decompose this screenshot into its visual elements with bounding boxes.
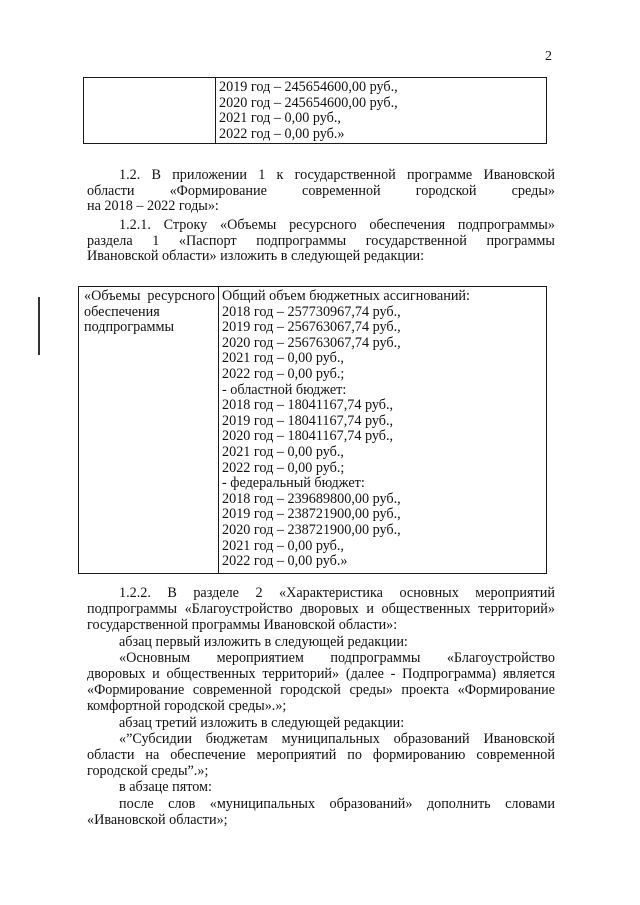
word: среды» xyxy=(349,682,393,699)
word: государственной xyxy=(365,232,467,249)
word: дополнить xyxy=(426,795,491,812)
word: муниципальных xyxy=(281,730,380,747)
word: образований xyxy=(393,730,470,747)
paragraph-1-2-1 xyxy=(87,218,555,265)
word: подпрограммы xyxy=(256,232,347,249)
word: современной xyxy=(302,182,381,199)
word: дворовых xyxy=(87,666,146,683)
top-table-line: 2020 год – 245654600,00 руб., xyxy=(219,94,398,111)
word: Ивановской xyxy=(483,730,555,747)
word: программы xyxy=(486,232,555,249)
budget-line: 2021 год – 0,00 руб., xyxy=(222,537,344,554)
word: словами xyxy=(505,795,555,812)
word: основных xyxy=(399,585,459,601)
paragraph-line xyxy=(119,218,555,234)
word: слов xyxy=(168,795,196,812)
budget-line: 2019 год – 256763067,74 руб., xyxy=(222,319,401,336)
paragraph-1-2-2 xyxy=(87,585,555,828)
word: по xyxy=(347,747,362,764)
word: городской xyxy=(280,682,341,699)
paragraph-line: Ивановской области» изложить в следующей редакции: xyxy=(87,248,425,264)
word: «”Субсидии xyxy=(119,730,192,747)
resources-values-cell xyxy=(219,287,547,574)
word: среды» xyxy=(511,182,555,199)
word: на xyxy=(145,747,160,764)
page-number: 2 xyxy=(545,49,552,64)
paragraph-line: комфортной городской среды».»; xyxy=(87,698,287,715)
word: «Благоустройство xyxy=(184,601,293,618)
word: «Основным xyxy=(119,649,191,666)
word: «Характеристика xyxy=(279,585,383,601)
word: «Объемы xyxy=(219,217,277,233)
top-table-line: 2021 год – 0,00 руб., xyxy=(219,110,341,126)
word: «Паспорт xyxy=(178,232,237,249)
word: - xyxy=(390,666,396,683)
paragraph-line xyxy=(87,747,555,763)
budget-line: 2018 год – 18041167,74 руб., xyxy=(222,397,394,414)
word: является xyxy=(502,666,555,683)
paragraph-line xyxy=(119,731,555,747)
paragraph-line: в абзаце пятом: xyxy=(119,779,212,796)
word: подпрограммы xyxy=(330,649,421,666)
word: подпрограммы xyxy=(87,601,177,618)
word: 1 xyxy=(152,232,160,249)
label-line: подпрограммы xyxy=(84,319,174,335)
top-table-left-cell xyxy=(84,78,216,144)
budget-line: 2019 год – 238721900,00 руб., xyxy=(222,506,401,523)
word: В xyxy=(151,167,161,183)
top-table xyxy=(83,77,547,144)
word: обеспечение xyxy=(170,747,246,764)
word: подпрограммы» xyxy=(457,217,555,233)
word: раздела xyxy=(87,232,133,249)
top-table-line: 2022 год – 0,00 руб.» xyxy=(219,125,345,142)
paragraph-line xyxy=(119,168,555,184)
word: Строку xyxy=(163,217,208,233)
word: к xyxy=(276,167,284,183)
word: формированию xyxy=(372,747,466,764)
paragraph-line: государственной программы Ивановской области»: xyxy=(87,617,398,634)
paragraph-line xyxy=(119,796,555,812)
budget-line: 2019 год – 18041167,74 руб., xyxy=(222,412,394,429)
budget-line: 2022 год – 0,00 руб.; xyxy=(222,365,345,382)
word: после xyxy=(119,795,154,812)
word: государственной xyxy=(294,167,396,183)
word: «Формирование xyxy=(169,182,267,199)
budget-line: 2022 год – 0,00 руб.; xyxy=(222,459,345,476)
budget-line: 2021 год – 0,00 руб., xyxy=(222,443,344,460)
word: «Формирование xyxy=(457,682,555,699)
budget-line: Общий объем бюджетных ассигнований: xyxy=(222,288,470,304)
word: «муниципальных xyxy=(209,795,316,812)
word: ресурсного xyxy=(289,217,357,233)
budget-line: 2018 год – 239689800,00 руб., xyxy=(222,490,401,507)
paragraph-line xyxy=(87,682,555,698)
word: и xyxy=(152,666,160,683)
label-line: обеспечения xyxy=(84,303,160,320)
word: мероприятием xyxy=(216,649,304,666)
word: «Благоустройство xyxy=(446,649,555,666)
word: 2 xyxy=(255,585,263,601)
word: В xyxy=(167,585,177,601)
resources-table xyxy=(78,286,547,574)
word: 1.2.1. xyxy=(119,217,151,233)
word: современной xyxy=(192,682,272,699)
budget-line: 2022 год – 0,00 руб.» xyxy=(222,553,348,570)
word: программе xyxy=(406,167,473,183)
word: Подпрограмма) xyxy=(402,666,497,683)
paragraph-line xyxy=(87,666,555,682)
word: общественных xyxy=(381,601,471,618)
paragraph-1-2 xyxy=(87,168,555,215)
word: «Объемы xyxy=(84,288,141,304)
paragraph-line: городской среды”.»; xyxy=(87,763,209,780)
paragraph-line: абзац третий изложить в следующей редакции: xyxy=(119,714,405,731)
word: 1.2.2. xyxy=(119,585,151,601)
paragraph-line xyxy=(87,234,555,250)
word: территорий» xyxy=(478,601,555,618)
budget-line: 2021 год – 0,00 руб., xyxy=(222,350,344,367)
word: ресурсного xyxy=(147,288,215,304)
word: общественных xyxy=(166,666,256,683)
paragraph-line: абзац первый изложить в следующей редакции: xyxy=(119,633,408,650)
paragraph-line xyxy=(119,585,555,601)
word: городской xyxy=(415,182,477,199)
word: территорий» xyxy=(262,666,340,683)
paragraph-line xyxy=(119,650,555,666)
word: образований» xyxy=(329,795,413,812)
budget-line: 2020 год – 238721900,00 руб., xyxy=(222,521,401,538)
word: области xyxy=(87,747,135,764)
top-table-line: 2019 год – 245654600,00 руб., xyxy=(219,79,398,95)
paragraph-line: «Ивановской области»; xyxy=(87,811,228,828)
margin-mark xyxy=(38,297,40,355)
budget-line: 2020 год – 18041167,74 руб., xyxy=(222,428,394,445)
word: приложении xyxy=(172,167,247,183)
budget-line: 2018 год – 257730967,74 руб., xyxy=(222,303,401,320)
budget-line: - областной бюджет: xyxy=(222,381,347,398)
word: современной xyxy=(476,747,555,764)
word: обеспечения xyxy=(369,217,446,233)
budget-line: - федеральный бюджет: xyxy=(222,475,365,492)
word: и xyxy=(366,601,374,618)
budget-line: 2020 год – 256763067,74 руб., xyxy=(222,334,401,351)
word: проекта xyxy=(401,682,450,699)
label-line xyxy=(84,289,215,305)
word: 1 xyxy=(258,167,266,183)
word: разделе xyxy=(193,585,239,601)
word: дворовых xyxy=(300,601,359,618)
word: области xyxy=(87,182,135,199)
word: (далее xyxy=(345,666,384,683)
word: мероприятий xyxy=(256,747,337,764)
top-table-right-cell xyxy=(216,78,547,144)
resources-label-cell xyxy=(79,287,219,574)
paragraph-line xyxy=(87,601,555,617)
paragraph-line xyxy=(87,184,555,200)
paragraph-line: на 2018 – 2022 годы»: xyxy=(87,198,219,214)
word: бюджетам xyxy=(205,730,268,747)
word: мероприятий xyxy=(475,585,555,601)
word: 1.2. xyxy=(119,167,141,183)
word: «Формирование xyxy=(87,682,185,699)
word: Ивановской xyxy=(483,167,555,183)
